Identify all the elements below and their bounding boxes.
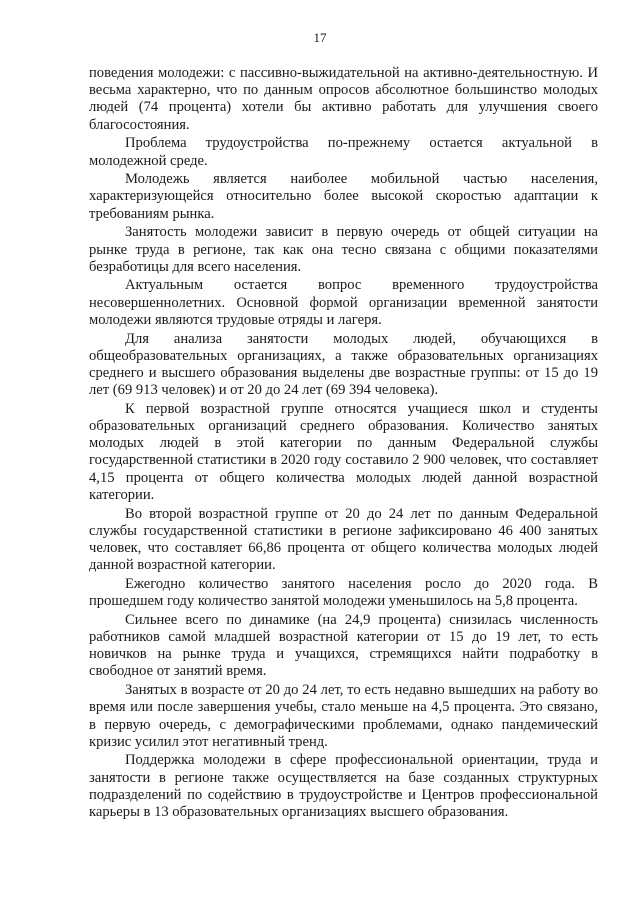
document-body bbox=[89, 65, 598, 821]
paragraph: Занятость молодежи зависит в первую очередь от общей ситуации на рынке труда в регионе, так как она тесно связана с общими показателями безработицы для всего населения. bbox=[89, 224, 598, 275]
paragraph: Во второй возрастной группе от 20 до 24 лет по данным Федеральной службы государственной статистики в регионе зафиксировано 46 400 занятых человек, что составляет 66,86 процента от общего количества молодых людей данной возрастной категории. bbox=[89, 505, 598, 574]
page-number: 17 bbox=[313, 30, 327, 45]
paragraph: Сильнее всего по динамике (на 24,9 процента) снизилась численность работников самой младшей возрастной категории от 15 до 19 лет, то есть новичков на рынке труда и учащихся, стремящихся найти подработку в свободное от занятий время. bbox=[89, 611, 598, 680]
paragraph: Занятых в возрасте от 20 до 24 лет, то есть недавно вышедших на работу во время или после завершения учебы, стало меньше на 4,5 процента. Это связано, в первую очередь, с демографическими проблемами, однако пандемический кризис усилил этот негативный тренд. bbox=[89, 682, 598, 750]
paragraph: Проблема трудоустройства по-прежнему остается актуальной в молодежной среде. bbox=[89, 135, 598, 169]
paragraph: К первой возрастной группе относятся учащиеся школ и студенты образовательных организаций среднего образования. Количество занятых молодых людей в этой категории по данным Федеральной службы государственной статистики в 2020 году составило 2 900 человек, что составляет 4,15 процента от общего количества молодых людей данной возрастной категории. bbox=[89, 400, 598, 503]
paragraph: Для анализа занятости молодых людей, обучающихся в общеобразовательных организациях, а также образовательных организациях среднего и высшего образования выделены две возрастные группы: от 15 до 19 лет (69 913 человек) и от 20 до 24 лет (69 394 человека). bbox=[89, 330, 598, 399]
paragraph: Поддержка молодежи в сфере профессиональной ориентации, труда и занятости в регионе также осуществляется на базе созданных структурных подразделений по содействию в трудоустройстве и Центров профессиональной карьеры в 13 образовательных организациях высшего образования. bbox=[89, 752, 598, 821]
paragraph: поведения молодежи: с пассивно-выжидательной на активно-деятельностную. И весьма характерно, что по данным опросов абсолютное большинство молодых людей (74 процента) хотели бы активно работать для улучшения своего благосостояния. bbox=[89, 65, 598, 133]
paragraph: Молодежь является наиболее мобильной частью населения, характеризующейся относительно более высокой скоростью адаптации к требованиям рынка. bbox=[89, 171, 598, 222]
paragraph: Ежегодно количество занятого населения росло до 2020 года. В прошедшем году количество занятой молодежи уменьшилось на 5,8 процента. bbox=[89, 575, 598, 610]
paragraph: Актуальным остается вопрос временного трудоустройства несовершеннолетних. Основной формой организации временной занятости молодежи являются трудовые отряды и лагеря. bbox=[89, 277, 598, 328]
